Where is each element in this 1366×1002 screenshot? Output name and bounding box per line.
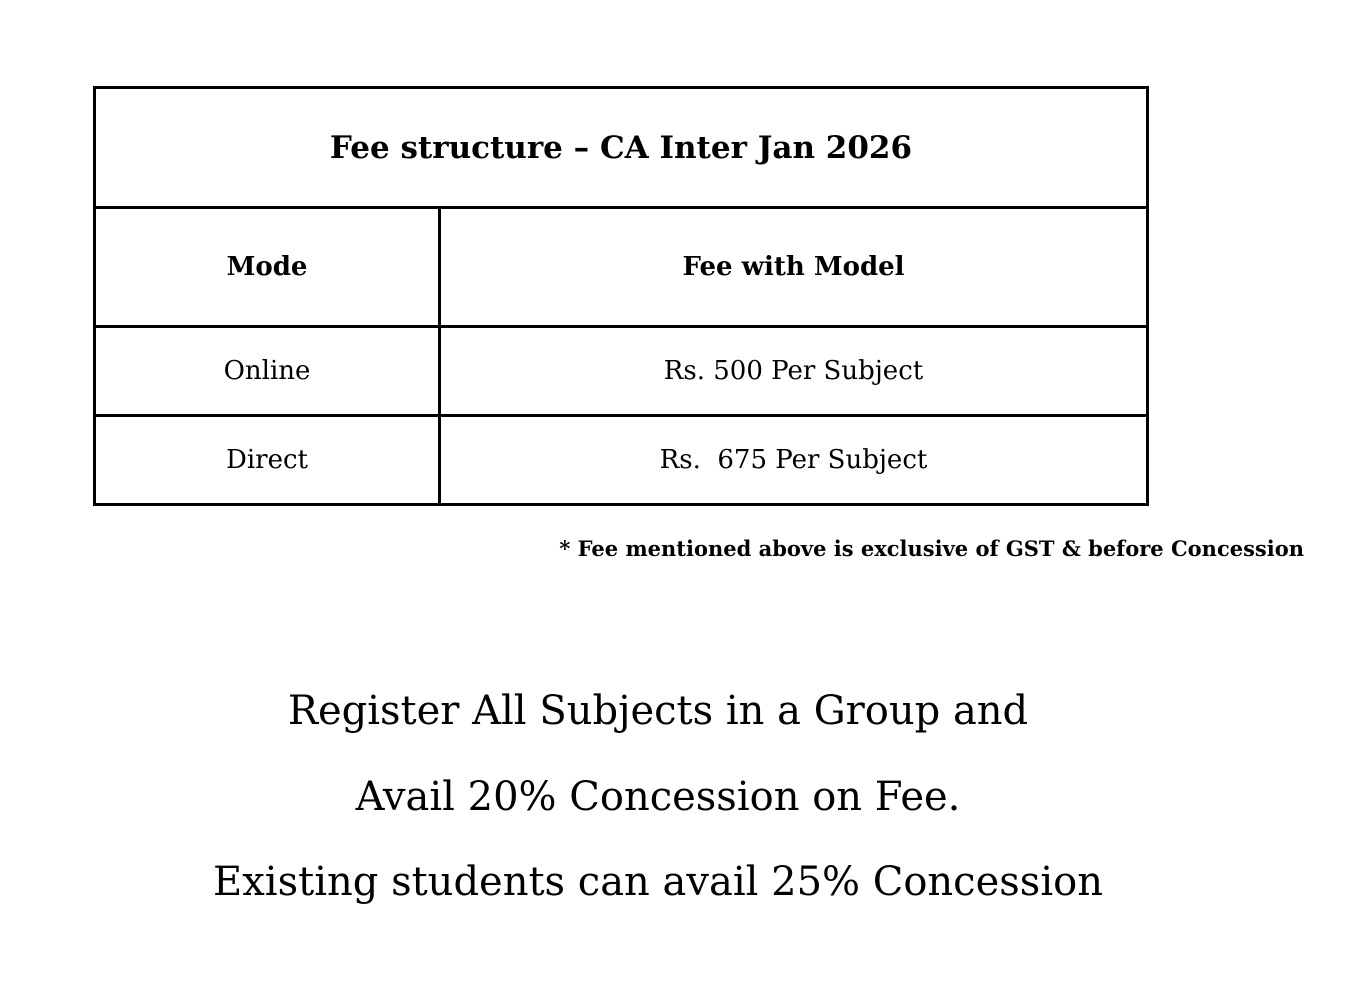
row-mode-direct: Direct — [95, 416, 440, 505]
promo-line-3: Existing students can avail 25% Concession — [213, 859, 1103, 905]
table-title-row — [95, 88, 1148, 208]
row-fee-online: Rs. 500 Per Subject — [440, 327, 1148, 416]
fee-structure-table — [93, 86, 1149, 506]
table-row — [95, 327, 1148, 416]
promo-line-2: Avail 20% Concession on Fee. — [355, 774, 961, 820]
row-mode-online: Online — [95, 327, 440, 416]
fee-footnote: * Fee mentioned above is exclusive of GST & before Concession — [559, 536, 1304, 561]
table-row — [95, 416, 1148, 505]
header-mode: Mode — [95, 208, 440, 327]
row-fee-direct: Rs. 675 Per Subject — [440, 416, 1148, 505]
table-header-row — [95, 208, 1148, 327]
header-fee: Fee with Model — [440, 208, 1148, 327]
table-title: Fee structure – CA Inter Jan 2026 — [95, 88, 1148, 208]
promo-line-1: Register All Subjects in a Group and — [287, 688, 1029, 734]
